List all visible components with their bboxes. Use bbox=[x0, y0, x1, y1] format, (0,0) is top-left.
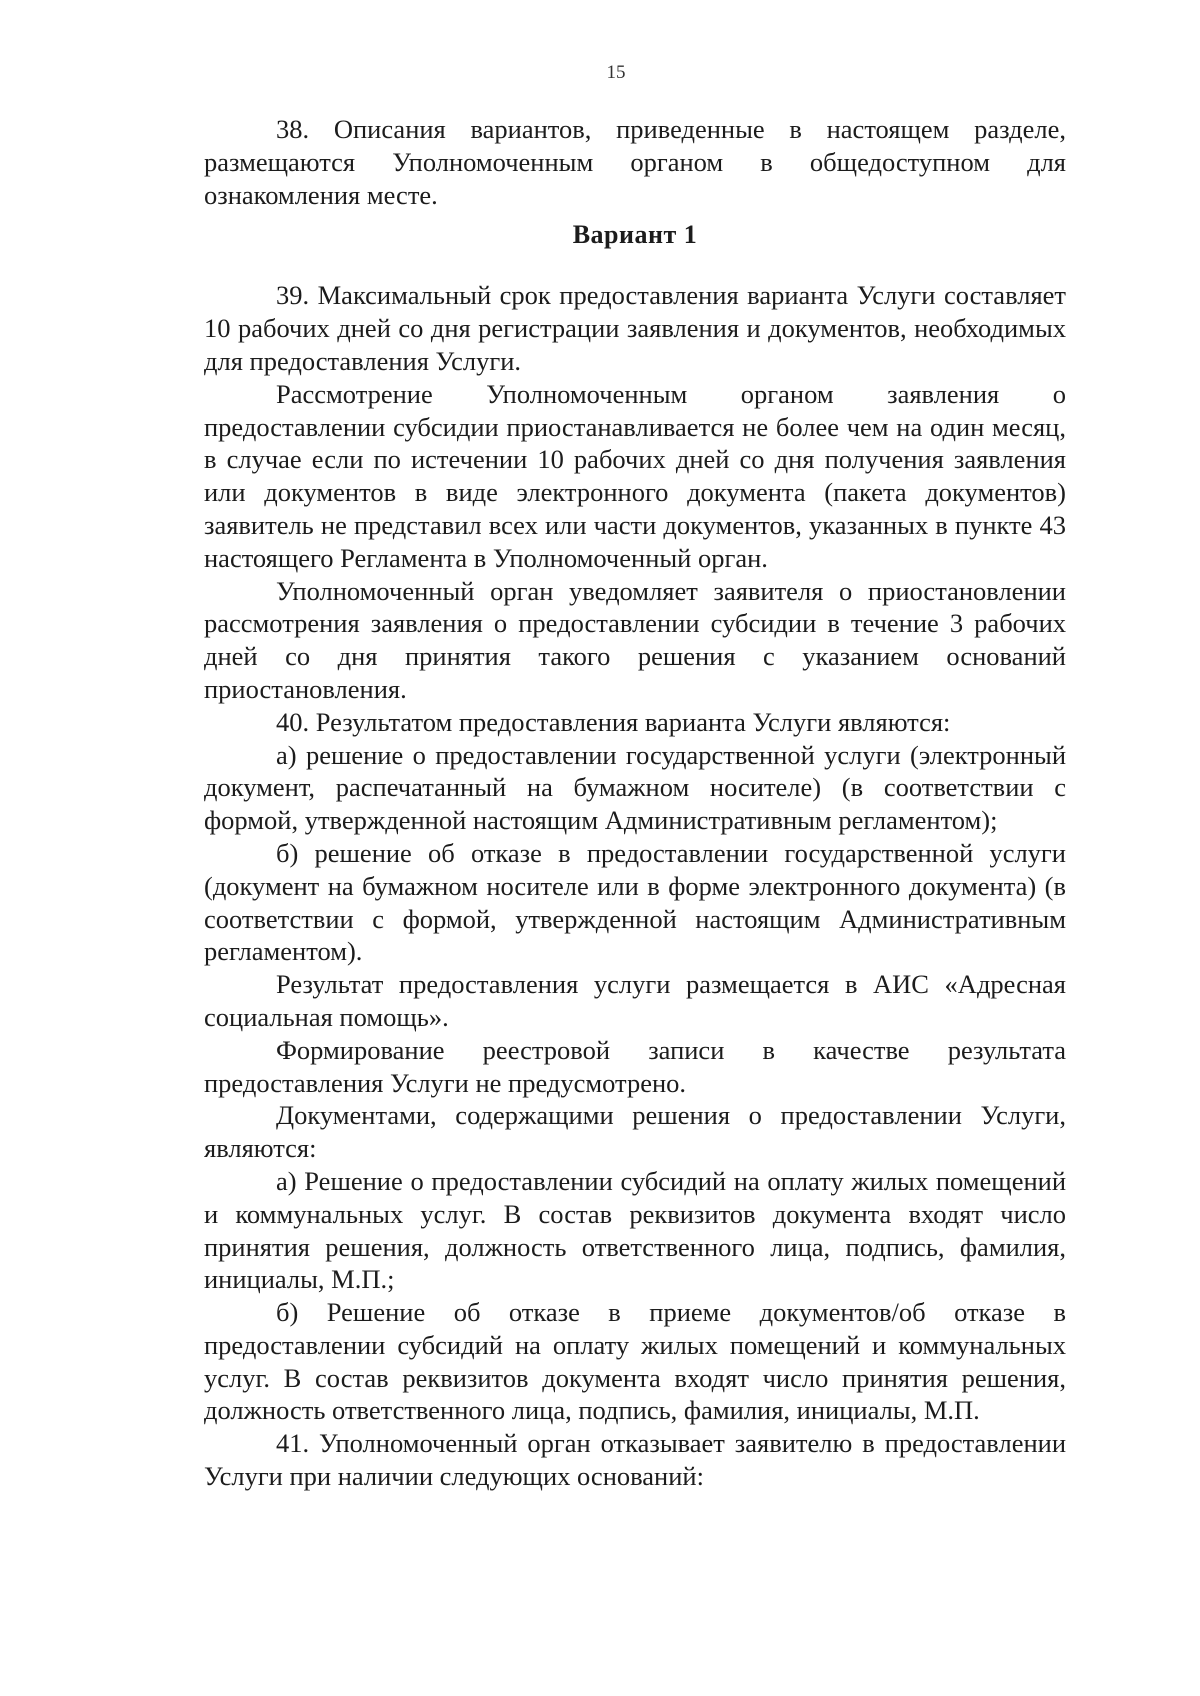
paragraph-40-a: а) решение о предоставлении государственной услуги (электронный документ, распечатанный на бумажном носителе) (в соответствии с формой, утвержденной настоящим Административным регламентом); bbox=[204, 739, 1066, 836]
paragraph-decision-documents: Документами, содержащими решения о предоставлении Услуги, являются: bbox=[204, 1100, 1066, 1164]
paragraph-decision-b: б) Решение об отказе в приеме документов/об отказе в предоставлении субсидий на оплату жилых помещений и коммунальных услуг. В состав реквизитов документа входят число принятия решения, должность ответственного лица, подпись, фамилия, инициалы, М.П. bbox=[204, 1297, 1066, 1426]
paragraph-registry-record: Формирование реестровой записи в качестве результата предоставления Услуги не предусмотрено. bbox=[204, 1034, 1066, 1098]
section-heading: Вариант 1 bbox=[572, 220, 698, 250]
page-number: 15 bbox=[606, 62, 626, 83]
paragraph-result-ais: Результат предоставления услуги размещается в АИС «Адресная социальная помощь». bbox=[204, 969, 1066, 1032]
paragraph-40: 40. Результатом предоставления варианта Услуги являются: bbox=[276, 706, 951, 737]
paragraph-39: 39. Максимальный срок предоставления варианта Услуги составляет 10 рабочих дней со дня регистрации заявления и документов, необходимых для предоставления Услуги. bbox=[204, 280, 1066, 376]
paragraph-suspension: Рассмотрение Уполномоченным органом заявления о предоставлении субсидии приостанавливается не более чем на один месяц, в случае если по истечении 10 рабочих дней со дня получения заявления или документов в виде электронного документа (пакета документов) заявитель не представил всех или части документов, указанных в пункте 43 настоящего Регламента в Уполномоченный орган. bbox=[204, 378, 1066, 573]
paragraph-41: 41. Уполномоченный орган отказывает заявителю в предоставлении Услуги при наличии следующих оснований: bbox=[204, 1428, 1066, 1492]
paragraph-decision-a: а) Решение о предоставлении субсидий на оплату жилых помещений и коммунальных услуг. В состав реквизитов документа входят число принятия решения, должность ответственного лица, подпись, фамилия, инициалы, М.П.; bbox=[204, 1165, 1066, 1295]
paragraph-40-b: б) решение об отказе в предоставлении государственной услуги (документ на бумажном носителе или в форме электронного документа) (в соответствии с формой, утвержденной настоящим Административным регламентом). bbox=[204, 837, 1066, 967]
document-body bbox=[204, 113, 1066, 1493]
paragraph-38: 38. Описания вариантов, приведенные в настоящем разделе, размещаются Уполномоченным органом в общедоступном для ознакомления месте. bbox=[204, 114, 1066, 210]
paragraph-notification: Уполномоченный орган уведомляет заявителя о приостановлении рассмотрения заявления о предоставлении субсидии в течение 3 рабочих дней со дня принятия такого решения с указанием оснований приостановления. bbox=[204, 575, 1066, 704]
